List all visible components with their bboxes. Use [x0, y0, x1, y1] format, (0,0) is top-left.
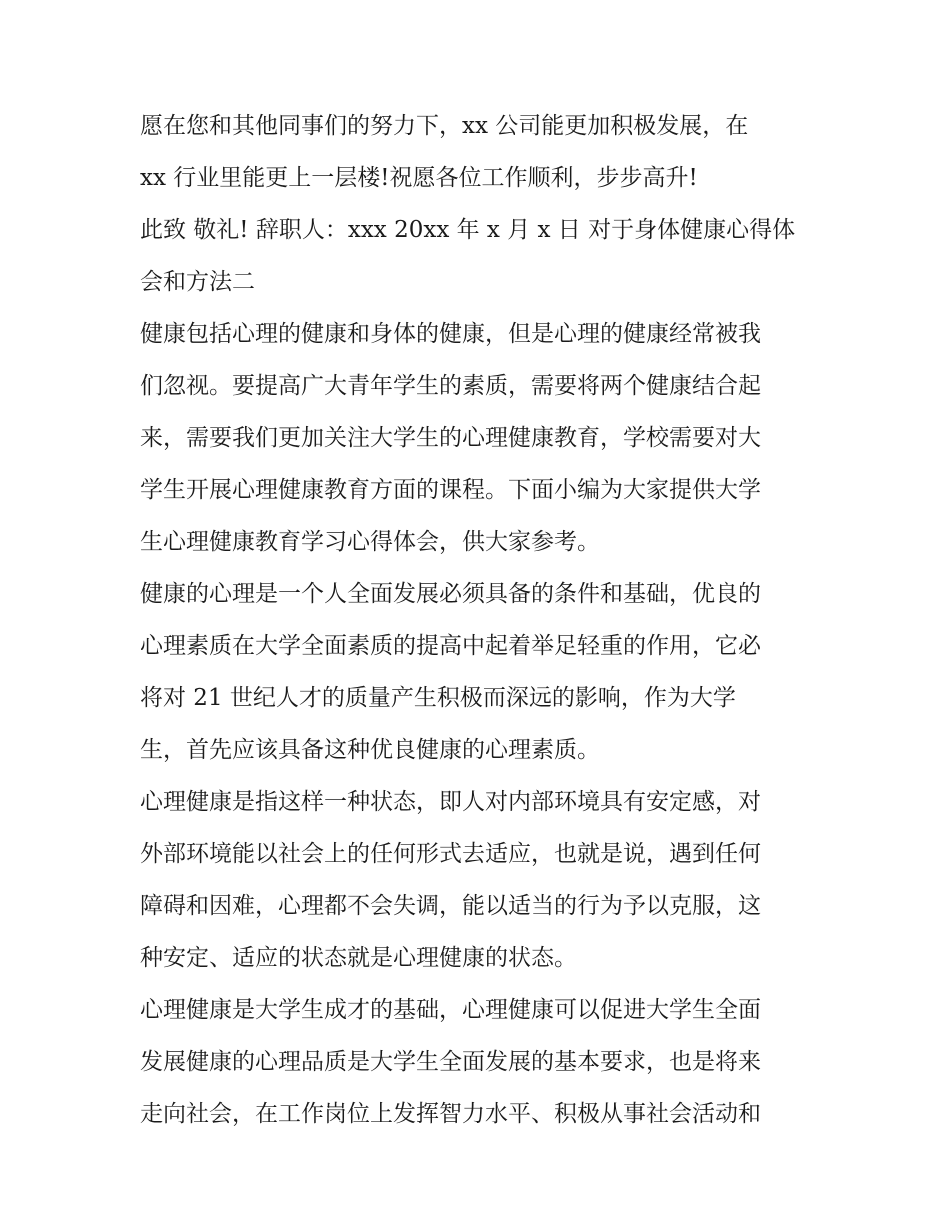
text-line: 生心理健康教育学习心得体会，供大家参考。	[140, 529, 600, 555]
text-line: 种安定、适应的状态就是心理健康的状态。	[140, 945, 577, 971]
document-page	[140, 100, 820, 1140]
text-line: 心理健康是大学生成才的基础，心理健康可以促进大学生全面	[140, 997, 761, 1023]
text-line: 此致 敬礼! 辞职人：xxx 20xx 年 x 月 x 日 对于身体健康心得体	[140, 217, 796, 243]
text-line: 来，需要我们更加关注大学生的心理健康教育，学校需要对大	[140, 425, 761, 451]
text-line: 障碍和因难，心理都不会失调，能以适当的行为予以克服，这	[140, 893, 761, 919]
text-line: 心理健康是指这样一种状态，即人对内部环境具有安定感，对	[140, 789, 761, 815]
text-line: 学生开展心理健康教育方面的课程。下面小编为大家提供大学	[140, 477, 761, 503]
text-line: 发展健康的心理品质是大学生全面发展的基本要求，也是将来	[140, 1049, 761, 1075]
text-line: 健康的心理是一个人全面发展必须具备的条件和基础，优良的	[140, 581, 761, 607]
text-line: xx 行业里能更上一层楼!祝愿各位工作顺利，步步高升!	[140, 165, 698, 191]
text-line: 外部环境能以社会上的任何形式去适应，也就是说，遇到任何	[140, 841, 761, 867]
text-line: 健康包括心理的健康和身体的健康，但是心理的健康经常被我	[140, 321, 761, 347]
text-line: 生，首先应该具备这种优良健康的心理素质。	[140, 737, 600, 763]
text-line: 将对 21 世纪人才的质量产生积极而深远的影响，作为大学	[140, 685, 736, 711]
text-line: 走向社会，在工作岗位上发挥智力水平、积极从事社会活动和	[140, 1101, 761, 1127]
text-line: 愿在您和其他同事们的努力下，xx 公司能更加积极发展，在	[140, 113, 749, 139]
text-line: 心理素质在大学全面素质的提高中起着举足轻重的作用，它必	[140, 633, 761, 659]
text-line: 们忽视。要提高广大青年学生的素质，需要将两个健康结合起	[140, 373, 761, 399]
text-line: 会和方法二	[140, 269, 255, 295]
